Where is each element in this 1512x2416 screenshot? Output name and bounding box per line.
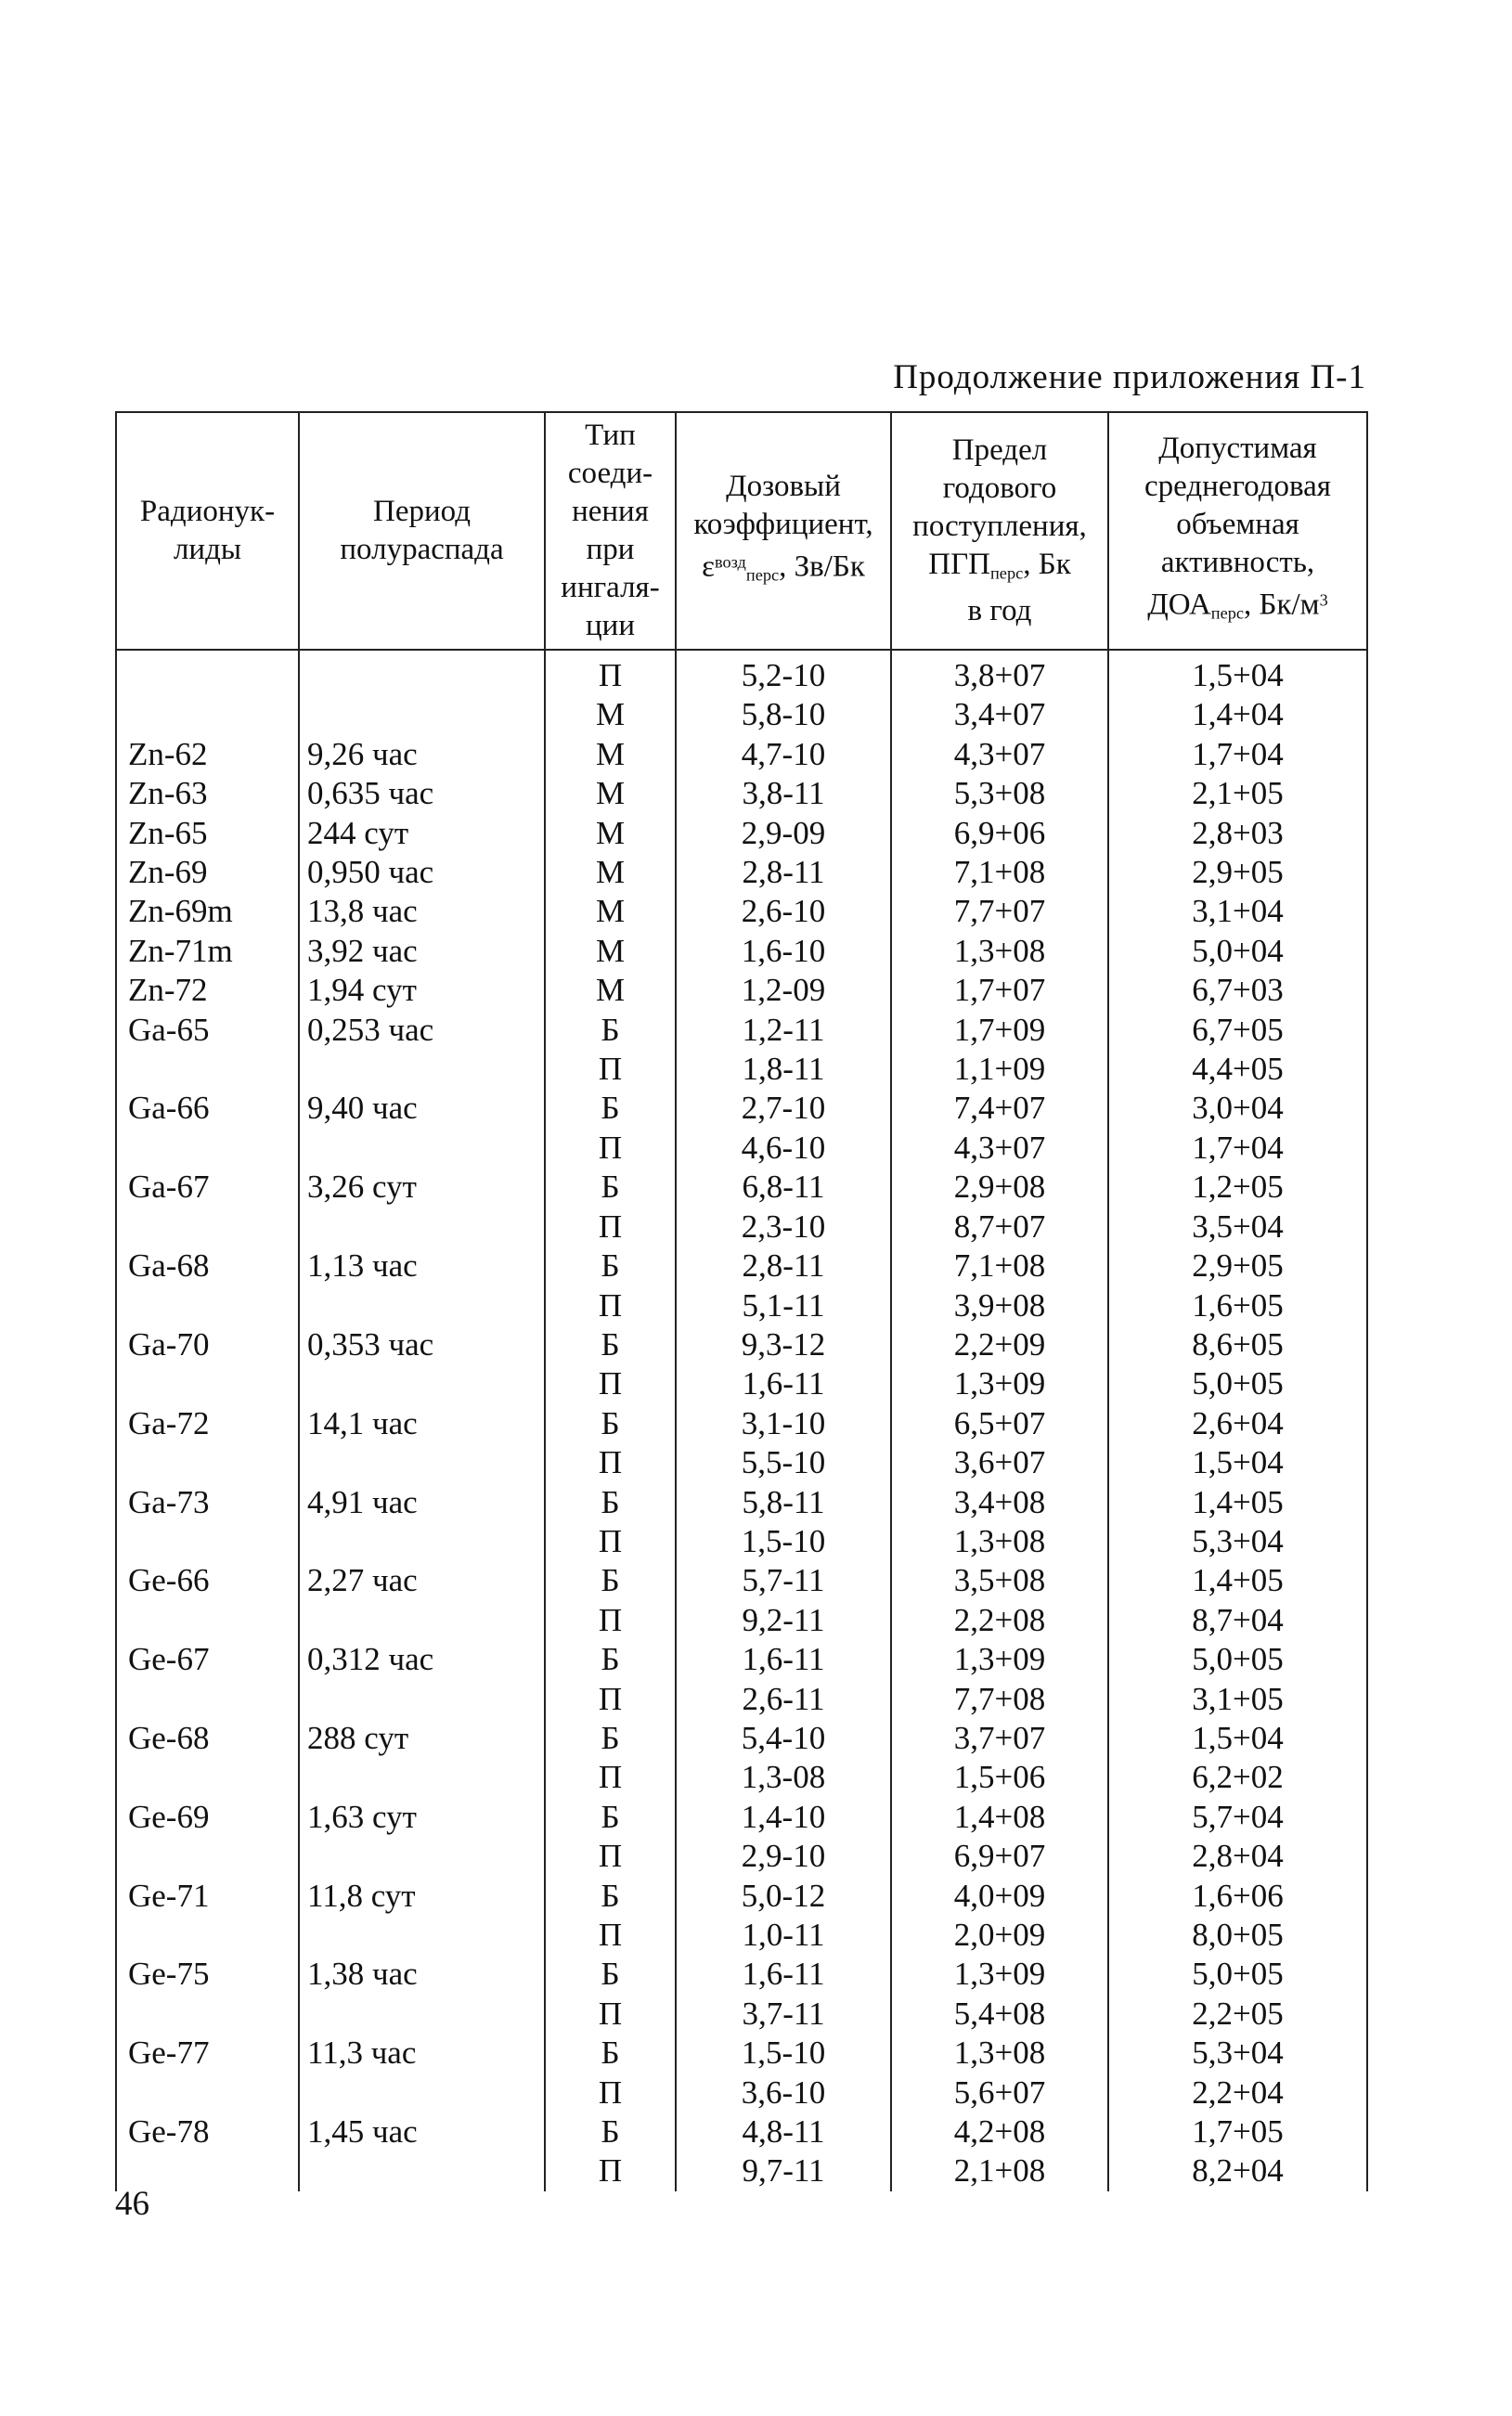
cell-nuclide: Zn-65 [116,814,299,853]
cell-nuclide: Zn-72 [116,971,299,1010]
cell-annual-intake-limit: 7,7+07 [891,892,1108,931]
table-row [116,1758,1367,1797]
table-row [116,1601,1367,1640]
cell-admissible-activity: 5,0+04 [1108,932,1367,971]
cell-admissible-activity: 8,0+05 [1108,1916,1367,1955]
cell-compound-type: М [545,735,676,774]
cell-dose-coefficient: 2,6-10 [676,892,891,931]
cell-half-life: 0,312 час [299,1640,545,1679]
cell-dose-coefficient: 1,3-08 [676,1758,891,1797]
cell-admissible-activity: 1,6+05 [1108,1286,1367,1325]
cell-half-life: 14,1 час [299,1404,545,1443]
cell-admissible-activity: 2,8+04 [1108,1837,1367,1876]
cell-compound-type: Б [545,2034,676,2073]
cell-compound-type: П [545,1995,676,2034]
cell-dose-coefficient: 1,6-11 [676,1640,891,1679]
cell-dose-coefficient: 1,6-10 [676,932,891,971]
cell-compound-type: М [545,774,676,813]
cell-dose-coefficient: 4,6-10 [676,1129,891,1168]
cell-half-life [299,1208,545,1247]
cell-dose-coefficient: 4,8-11 [676,2112,891,2151]
cell-admissible-activity: 1,6+06 [1108,1877,1367,1916]
cell-compound-type: Б [545,1483,676,1522]
cell-dose-coefficient: 6,8-11 [676,1168,891,1207]
cell-annual-intake-limit: 5,6+07 [891,2074,1108,2112]
cell-half-life: 13,8 час [299,892,545,931]
cell-compound-type: П [545,1129,676,1168]
cell-half-life [299,1129,545,1168]
cell-nuclide [116,650,299,695]
cell-dose-coefficient: 1,0-11 [676,1916,891,1955]
table-row [116,1798,1367,1837]
cell-nuclide [116,1208,299,1247]
cell-admissible-activity: 5,0+05 [1108,1364,1367,1403]
cell-compound-type: Б [545,1561,676,1600]
cell-compound-type: П [545,1837,676,1876]
table-row [116,1640,1367,1679]
cell-admissible-activity: 1,5+04 [1108,1443,1367,1482]
cell-admissible-activity: 5,0+05 [1108,1955,1367,1994]
cell-admissible-activity: 4,4+05 [1108,1050,1367,1089]
cell-half-life [299,1050,545,1089]
cell-admissible-activity: 5,7+04 [1108,1798,1367,1837]
cell-compound-type: П [545,1758,676,1797]
cell-admissible-activity: 3,1+05 [1108,1680,1367,1719]
cell-dose-coefficient: 3,6-10 [676,2074,891,2112]
cell-dose-coefficient: 3,1-10 [676,1404,891,1443]
cell-nuclide: Ga-72 [116,1404,299,1443]
cell-half-life [299,1837,545,1876]
cell-nuclide: Ge-77 [116,2034,299,2073]
cell-admissible-activity: 8,6+05 [1108,1325,1367,1364]
cell-compound-type: П [545,1522,676,1561]
header-annual-intake-limit: Предел годового поступления, $ПГП_{перс}$, Бк в год [891,412,1108,650]
cell-nuclide [116,1601,299,1640]
cell-nuclide: Ga-67 [116,1168,299,1207]
cell-annual-intake-limit: 3,4+07 [891,695,1108,734]
cell-compound-type: П [545,1680,676,1719]
cell-half-life: 1,94 сут [299,971,545,1010]
table-row [116,1168,1367,1207]
cell-dose-coefficient: 1,5-10 [676,1522,891,1561]
cell-nuclide [116,1680,299,1719]
cell-dose-coefficient: 9,2-11 [676,1601,891,1640]
cell-compound-type: П [545,1286,676,1325]
cell-admissible-activity: 1,7+04 [1108,735,1367,774]
table-row [116,1916,1367,1955]
table-row [116,695,1367,734]
cell-annual-intake-limit: 2,2+09 [891,1325,1108,1364]
cell-annual-intake-limit: 1,1+09 [891,1050,1108,1089]
cell-admissible-activity: 1,5+04 [1108,650,1367,695]
cell-half-life: 0,253 час [299,1011,545,1050]
cell-half-life [299,1601,545,1640]
cell-nuclide: Ge-66 [116,1561,299,1600]
cell-compound-type: М [545,853,676,892]
table-row [116,814,1367,853]
cell-nuclide [116,1050,299,1089]
cell-dose-coefficient: 5,0-12 [676,1877,891,1916]
table-row [116,971,1367,1010]
cell-admissible-activity: 2,9+05 [1108,853,1367,892]
cell-annual-intake-limit: 7,4+07 [891,1089,1108,1128]
cell-nuclide: Ge-67 [116,1640,299,1679]
cell-compound-type: Б [545,1089,676,1128]
cell-compound-type: М [545,695,676,734]
cell-compound-type: П [545,1050,676,1089]
cell-admissible-activity: 1,4+04 [1108,695,1367,734]
cell-admissible-activity: 1,7+04 [1108,1129,1367,1168]
cell-nuclide: Ga-68 [116,1247,299,1286]
cell-nuclide [116,1758,299,1797]
cell-dose-coefficient: 3,7-11 [676,1995,891,2034]
cell-dose-coefficient: 2,7-10 [676,1089,891,1128]
cell-nuclide [116,1364,299,1403]
cell-nuclide: Ga-65 [116,1011,299,1050]
cell-half-life: 0,635 час [299,774,545,813]
table-row [116,892,1367,931]
cell-annual-intake-limit: 6,9+06 [891,814,1108,853]
table-row [116,932,1367,971]
page-number: 46 [115,2185,149,2223]
cell-compound-type: П [545,2151,676,2190]
cell-annual-intake-limit: 1,3+08 [891,1522,1108,1561]
cell-admissible-activity: 6,7+03 [1108,971,1367,1010]
cell-half-life: 9,26 час [299,735,545,774]
cell-compound-type: П [545,650,676,695]
cell-half-life [299,1916,545,1955]
table-row [116,1995,1367,2034]
cell-annual-intake-limit: 7,7+08 [891,1680,1108,1719]
cell-nuclide [116,1443,299,1482]
cell-annual-intake-limit: 3,5+08 [891,1561,1108,1600]
cell-dose-coefficient: 1,6-11 [676,1364,891,1403]
cell-dose-coefficient: 5,8-10 [676,695,891,734]
cell-half-life: 3,26 сут [299,1168,545,1207]
cell-admissible-activity: 2,2+05 [1108,1995,1367,2034]
cell-annual-intake-limit: 3,7+07 [891,1719,1108,1758]
cell-half-life [299,650,545,695]
cell-half-life: 1,13 час [299,1247,545,1286]
cell-dose-coefficient: 4,7-10 [676,735,891,774]
table-row [116,1364,1367,1403]
cell-compound-type: Б [545,1168,676,1207]
cell-admissible-activity: 2,1+05 [1108,774,1367,813]
cell-compound-type: Б [545,1011,676,1050]
cell-dose-coefficient: 2,8-11 [676,853,891,892]
cell-admissible-activity: 2,2+04 [1108,2074,1367,2112]
cell-compound-type: П [545,1364,676,1403]
cell-dose-coefficient: 9,7-11 [676,2151,891,2190]
cell-dose-coefficient: 1,2-09 [676,971,891,1010]
cell-dose-coefficient: 1,5-10 [676,2034,891,2073]
cell-dose-coefficient: 5,1-11 [676,1286,891,1325]
cell-half-life [299,1680,545,1719]
cell-annual-intake-limit: 4,0+09 [891,1877,1108,1916]
table-row [116,1404,1367,1443]
cell-compound-type: М [545,814,676,853]
cell-half-life: 11,8 сут [299,1877,545,1916]
cell-half-life: 1,45 час [299,2112,545,2151]
table-row [116,1011,1367,1050]
cell-annual-intake-limit: 2,1+08 [891,2151,1108,2190]
table-row [116,1286,1367,1325]
cell-nuclide [116,1916,299,1955]
cell-nuclide [116,1522,299,1561]
cell-compound-type: Б [545,1640,676,1679]
cell-annual-intake-limit: 8,7+07 [891,1208,1108,1247]
cell-annual-intake-limit: 1,3+09 [891,1955,1108,1994]
cell-dose-coefficient: 1,8-11 [676,1050,891,1089]
cell-annual-intake-limit: 1,3+09 [891,1640,1108,1679]
cell-annual-intake-limit: 6,5+07 [891,1404,1108,1443]
cell-half-life: 2,27 час [299,1561,545,1600]
cell-dose-coefficient: 1,2-11 [676,1011,891,1050]
cell-half-life: 1,63 сут [299,1798,545,1837]
cell-dose-coefficient: 2,9-09 [676,814,891,853]
cell-admissible-activity: 5,3+04 [1108,2034,1367,2073]
cell-compound-type: Б [545,1719,676,1758]
cell-half-life: 1,38 час [299,1955,545,1994]
table-row [116,1522,1367,1561]
cell-half-life: 4,91 час [299,1483,545,1522]
cell-half-life: 0,353 час [299,1325,545,1364]
cell-nuclide: Zn-62 [116,735,299,774]
cell-dose-coefficient: 9,3-12 [676,1325,891,1364]
cell-admissible-activity: 6,7+05 [1108,1011,1367,1050]
cell-admissible-activity: 1,2+05 [1108,1168,1367,1207]
table-row [116,1247,1367,1286]
cell-compound-type: П [545,1601,676,1640]
header-nuclide: Радионук-лиды [116,412,299,650]
cell-compound-type: П [545,2074,676,2112]
cell-annual-intake-limit: 4,3+07 [891,735,1108,774]
cell-annual-intake-limit: 1,3+08 [891,932,1108,971]
table-row [116,1561,1367,1600]
cell-compound-type: Б [545,1955,676,1994]
cell-half-life [299,1522,545,1561]
table-row [116,1089,1367,1128]
cell-nuclide: Ge-71 [116,1877,299,1916]
cell-compound-type: П [545,1443,676,1482]
cell-dose-coefficient: 2,8-11 [676,1247,891,1286]
cell-dose-coefficient: 1,4-10 [676,1798,891,1837]
cell-nuclide: Ga-73 [116,1483,299,1522]
cell-annual-intake-limit: 2,9+08 [891,1168,1108,1207]
cell-nuclide [116,695,299,734]
cell-nuclide: Zn-69m [116,892,299,931]
table-row [116,1719,1367,1758]
header-dose-coefficient: Дозовый коэффициент, $\varepsilon^{возд}_{перс}$, Зв/Бк [676,412,891,650]
cell-nuclide: Ge-75 [116,1955,299,1994]
table-row [116,1443,1367,1482]
cell-nuclide: Ge-68 [116,1719,299,1758]
cell-annual-intake-limit: 3,8+07 [891,650,1108,695]
cell-annual-intake-limit: 3,4+08 [891,1483,1108,1522]
cell-half-life [299,2074,545,2112]
cell-annual-intake-limit: 1,7+07 [891,971,1108,1010]
table-row [116,853,1367,892]
cell-admissible-activity: 8,2+04 [1108,2151,1367,2190]
table-row [116,1208,1367,1247]
cell-annual-intake-limit: 1,5+06 [891,1758,1108,1797]
table-row [116,2151,1367,2190]
table-row [116,1837,1367,1876]
cell-admissible-activity: 2,6+04 [1108,1404,1367,1443]
cell-nuclide [116,1995,299,2034]
cell-nuclide [116,2074,299,2112]
table-row [116,2112,1367,2151]
table-row [116,1877,1367,1916]
cell-compound-type: П [545,1916,676,1955]
cell-half-life: 3,92 час [299,932,545,971]
cell-admissible-activity: 8,7+04 [1108,1601,1367,1640]
cell-nuclide: Zn-71m [116,932,299,971]
cell-half-life: 244 сут [299,814,545,853]
cell-dose-coefficient: 5,4-10 [676,1719,891,1758]
table-row [116,1955,1367,1994]
cell-admissible-activity: 5,0+05 [1108,1640,1367,1679]
cell-annual-intake-limit: 7,1+08 [891,1247,1108,1286]
cell-annual-intake-limit: 7,1+08 [891,853,1108,892]
cell-dose-coefficient: 2,3-10 [676,1208,891,1247]
cell-compound-type: Б [545,1798,676,1837]
table-row [116,1050,1367,1089]
cell-nuclide [116,1837,299,1876]
header-admissible-activity: Допустимая среднегодовая объемная активность, $ДОА_{перс}$, $Бк/м^3$ [1108,412,1367,650]
cell-annual-intake-limit: 4,3+07 [891,1129,1108,1168]
cell-compound-type: Б [545,2112,676,2151]
table-row [116,774,1367,813]
cell-annual-intake-limit: 3,9+08 [891,1286,1108,1325]
cell-annual-intake-limit: 3,6+07 [891,1443,1108,1482]
cell-half-life [299,1995,545,2034]
header-half-life: Период полураспада [299,412,545,650]
cell-admissible-activity: 1,4+05 [1108,1561,1367,1600]
cell-admissible-activity: 1,4+05 [1108,1483,1367,1522]
cell-half-life: 0,950 час [299,853,545,892]
cell-dose-coefficient: 2,9-10 [676,1837,891,1876]
cell-dose-coefficient: 5,8-11 [676,1483,891,1522]
cell-annual-intake-limit: 1,7+09 [891,1011,1108,1050]
cell-nuclide [116,1129,299,1168]
cell-admissible-activity: 3,1+04 [1108,892,1367,931]
cell-dose-coefficient: 3,8-11 [676,774,891,813]
cell-annual-intake-limit: 1,3+09 [891,1364,1108,1403]
cell-admissible-activity: 1,5+04 [1108,1719,1367,1758]
cell-half-life [299,695,545,734]
table-row [116,650,1367,695]
cell-admissible-activity: 3,0+04 [1108,1089,1367,1128]
header-compound-type: Тип соеди-нения при ингаля-ции [545,412,676,650]
table-body [116,650,1367,2191]
table-row [116,735,1367,774]
table-row [116,1680,1367,1719]
cell-admissible-activity: 3,5+04 [1108,1208,1367,1247]
cell-half-life [299,1286,545,1325]
cell-admissible-activity: 6,2+02 [1108,1758,1367,1797]
table-header [116,412,1367,650]
cell-annual-intake-limit: 5,4+08 [891,1995,1108,2034]
cell-annual-intake-limit: 5,3+08 [891,774,1108,813]
table-row [116,2034,1367,2073]
cell-admissible-activity: 5,3+04 [1108,1522,1367,1561]
cell-nuclide: Ge-69 [116,1798,299,1837]
cell-half-life: 288 сут [299,1719,545,1758]
cell-admissible-activity: 2,8+03 [1108,814,1367,853]
cell-annual-intake-limit: 2,2+08 [891,1601,1108,1640]
table-row [116,1325,1367,1364]
table-caption: Продолжение приложения П-1 [893,358,1366,396]
cell-dose-coefficient: 5,2-10 [676,650,891,695]
radionuclide-table [115,411,1368,2191]
cell-compound-type: М [545,932,676,971]
cell-half-life: 11,3 час [299,2034,545,2073]
cell-compound-type: Б [545,1247,676,1286]
table-row [116,2074,1367,2112]
cell-nuclide [116,1286,299,1325]
cell-half-life [299,1364,545,1403]
cell-annual-intake-limit: 2,0+09 [891,1916,1108,1955]
cell-admissible-activity: 1,7+05 [1108,2112,1367,2151]
table-row [116,1483,1367,1522]
cell-annual-intake-limit: 1,4+08 [891,1798,1108,1837]
cell-nuclide: Ga-70 [116,1325,299,1364]
cell-compound-type: Б [545,1325,676,1364]
cell-annual-intake-limit: 4,2+08 [891,2112,1108,2151]
cell-nuclide: Zn-63 [116,774,299,813]
cell-dose-coefficient: 2,6-11 [676,1680,891,1719]
cell-half-life: 9,40 час [299,1089,545,1128]
cell-dose-coefficient: 5,7-11 [676,1561,891,1600]
cell-compound-type: Б [545,1877,676,1916]
cell-admissible-activity: 2,9+05 [1108,1247,1367,1286]
cell-compound-type: П [545,1208,676,1247]
cell-nuclide: Zn-69 [116,853,299,892]
cell-dose-coefficient: 5,5-10 [676,1443,891,1482]
cell-dose-coefficient: 1,6-11 [676,1955,891,1994]
cell-nuclide: Ge-78 [116,2112,299,2151]
table-row [116,1129,1367,1168]
cell-half-life [299,1758,545,1797]
cell-half-life [299,1443,545,1482]
cell-half-life [299,2151,545,2190]
cell-compound-type: М [545,971,676,1010]
cell-nuclide: Ga-66 [116,1089,299,1128]
cell-compound-type: Б [545,1404,676,1443]
cell-annual-intake-limit: 6,9+07 [891,1837,1108,1876]
cell-annual-intake-limit: 1,3+08 [891,2034,1108,2073]
cell-compound-type: М [545,892,676,931]
